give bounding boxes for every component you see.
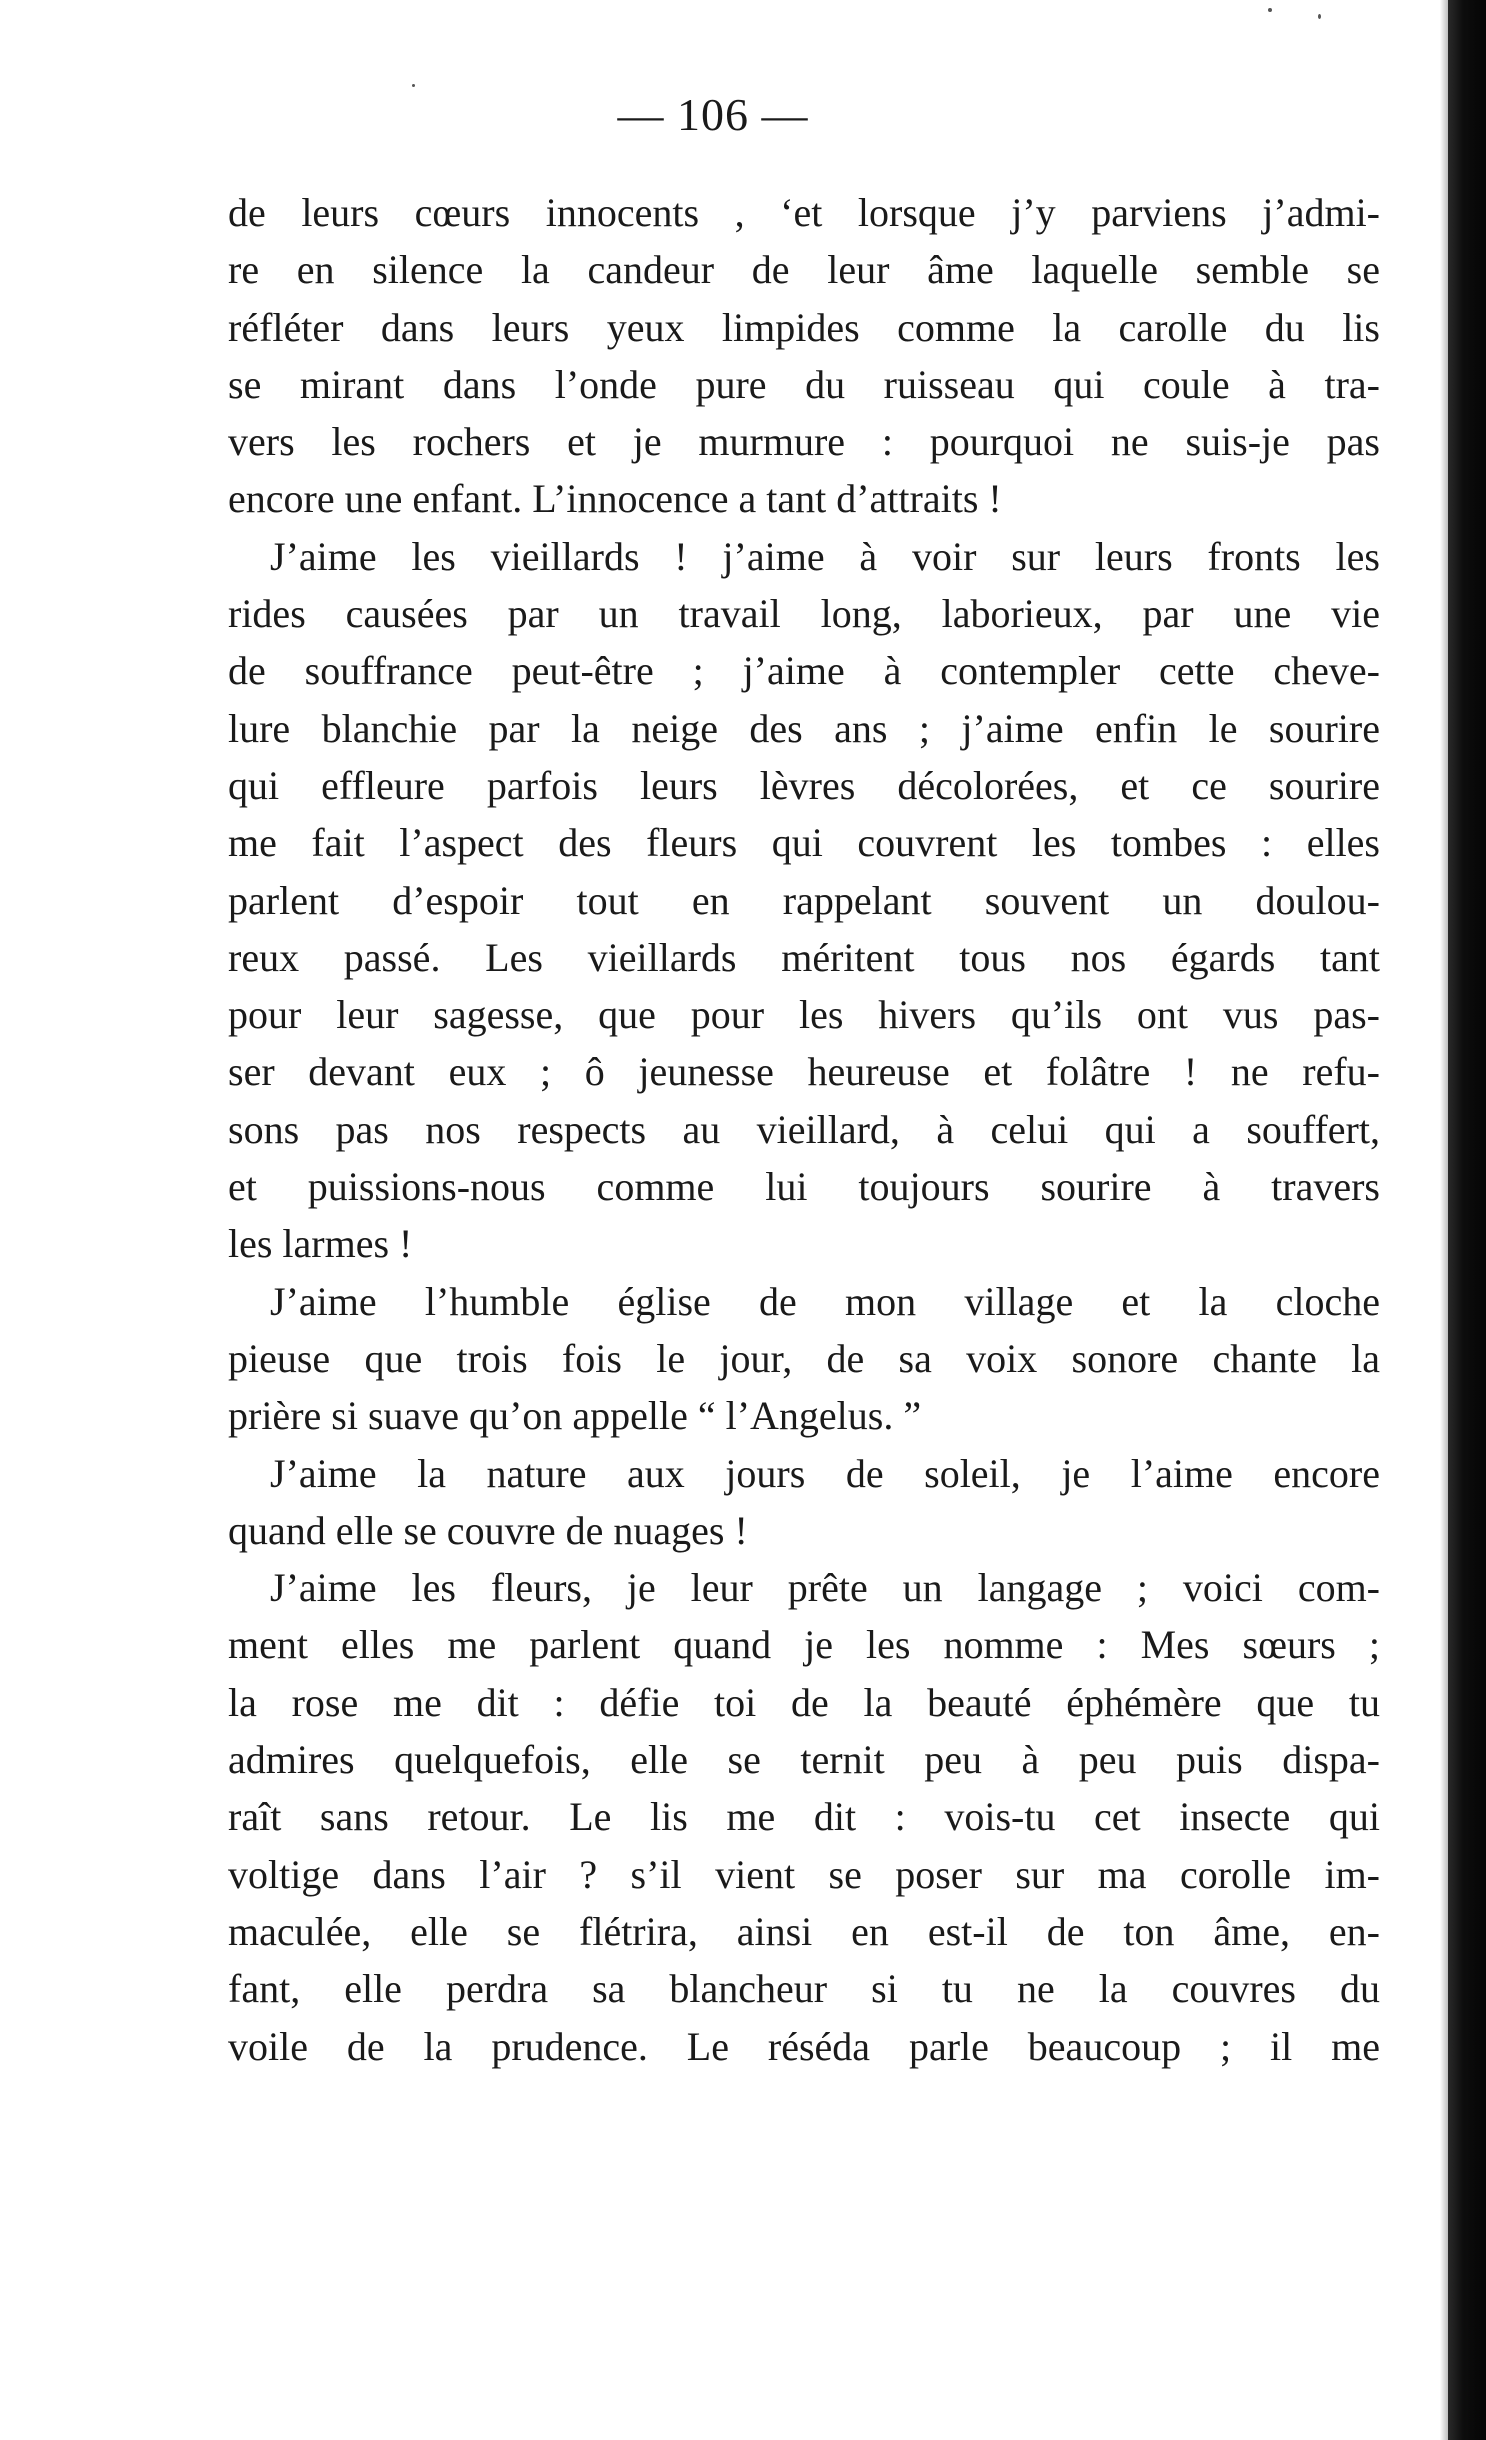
scan-speck (1318, 14, 1321, 19)
text-line: vers les rochers et je murmure : pourquoi ne suis-je pas (228, 419, 1380, 465)
text-line: J’aime les vieillards ! j’aime à voir sur leurs fronts les (270, 533, 1380, 579)
binding-shadow (1440, 0, 1448, 2440)
text-line: voile de la prudence. Le réséda parle beaucoup ; il me (228, 2023, 1380, 2069)
text-line: qui effleure parfois leurs lèvres décolorées, et ce sourire (228, 762, 1380, 808)
text-line: admires quelquefois, elle se ternit peu à peu puis dispa- (228, 1737, 1380, 1783)
text-line: parlent d’espoir tout en rappelant souvent un doulou- (228, 877, 1380, 923)
text-line: rides causées par un travail long, laborieux, par une vie (228, 591, 1380, 637)
text-line: se mirant dans l’onde pure du ruisseau qui coule à tra- (228, 361, 1380, 407)
text-line: sons pas nos respects au vieillard, à celui qui a souffert, (228, 1106, 1380, 1152)
text-line: maculée, elle se flétrira, ainsi en est-il de ton âme, en- (228, 1908, 1380, 1954)
text-line: réfléter dans leurs yeux limpides comme la carolle du lis (228, 304, 1380, 350)
text-line: J’aime la nature aux jours de soleil, je l’aime encore (270, 1450, 1380, 1496)
text-line: ser devant eux ; ô jeunesse heureuse et folâtre ! ne refu- (228, 1049, 1380, 1095)
text-line: voltige dans l’air ? s’il vient se poser sur ma corolle im- (228, 1851, 1380, 1897)
text-line: me fait l’aspect des fleurs qui couvrent les tombes : elles (228, 820, 1380, 866)
text-line: et puissions-nous comme lui toujours sourire à travers (228, 1164, 1380, 1210)
text-line: quand elle se couvre de nuages ! (228, 1507, 748, 1553)
text-line: les larmes ! (228, 1221, 413, 1267)
text-line: re en silence la candeur de leur âme laquelle semble se (228, 247, 1380, 293)
text-line: reux passé. Les vieillards méritent tous nos égards tant (228, 934, 1380, 980)
text-line: pieuse que trois fois le jour, de sa voix sonore chante la (228, 1335, 1380, 1381)
text-line: J’aime les fleurs, je leur prête un langage ; voici com- (270, 1565, 1380, 1611)
text-line: lure blanchie par la neige des ans ; j’aime enfin le sourire (228, 705, 1380, 751)
text-line: prière si suave qu’on appelle “ l’Angelus. ” (228, 1393, 922, 1439)
body-text (228, 184, 1380, 2075)
text-line: fant, elle perdra sa blancheur si tu ne la couvres du (228, 1966, 1380, 2012)
text-line: ment elles me parlent quand je les nomme : Mes sœurs ; (228, 1622, 1380, 1668)
scan-speck (412, 84, 415, 87)
text-line: raît sans retour. Le lis me dit : vois-tu cet insecte qui (228, 1794, 1380, 1840)
text-line: de leurs cœurs innocents , ‘et lorsque j’y parviens j’admi- (228, 190, 1380, 235)
book-binding-edge (1448, 0, 1486, 2440)
text-line: la rose me dit : défie toi de la beauté éphémère que tu (228, 1679, 1380, 1725)
text-line: de souffrance peut-être ; j’aime à contempler cette cheve- (228, 648, 1380, 694)
scan-speck (1268, 8, 1272, 12)
text-line: pour leur sagesse, que pour les hivers qu’ils ont vus pas- (228, 992, 1380, 1038)
text-line: encore une enfant. L’innocence a tant d’attraits ! (228, 476, 1002, 522)
text-line: J’aime l’humble église de mon village et la cloche (270, 1278, 1380, 1324)
page-number: — 106 — (617, 89, 809, 140)
